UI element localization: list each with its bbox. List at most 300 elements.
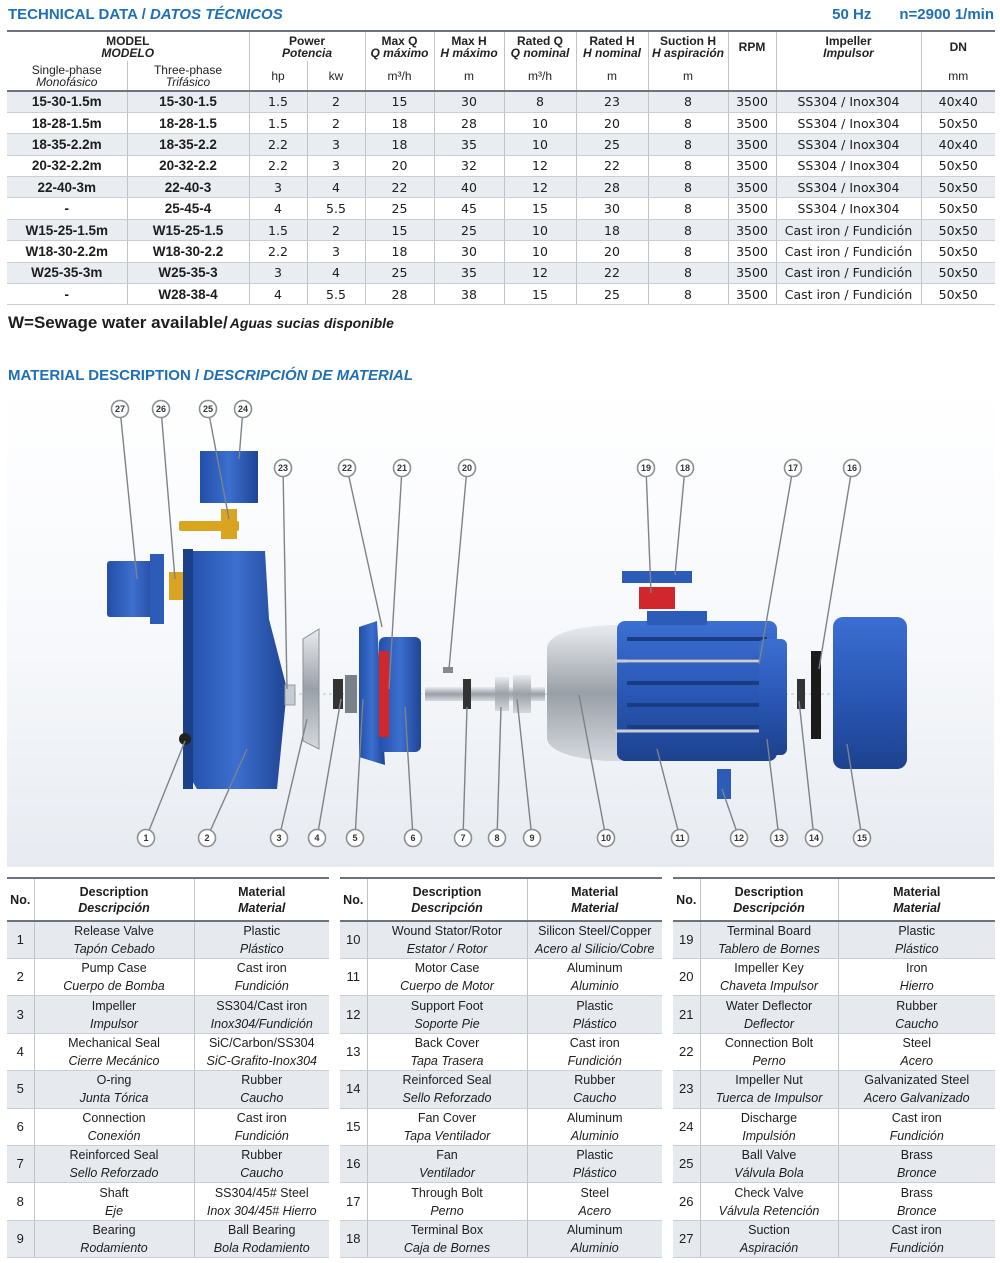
model-cell: 15-30-1.5 — [127, 91, 249, 112]
part-description: Impeller Nut Tuerca de Impulsor — [700, 1071, 838, 1108]
table-cell: 2 — [307, 91, 365, 112]
material-row — [673, 921, 995, 959]
material-row — [7, 1183, 329, 1220]
callout-number: 22 — [341, 463, 353, 473]
table-cell: 3 — [249, 262, 307, 283]
single-phase-header: Single-phase Monofásico — [31, 62, 102, 89]
model-cell: W15-25-1.5 — [127, 219, 249, 240]
callout-number: 15 — [856, 833, 868, 843]
callout-leader-line — [799, 701, 814, 838]
part-description: Suction Aspiración — [700, 1220, 838, 1257]
table-cell: 50x50 — [921, 177, 995, 198]
part-description: Support Foot Soporte Pie — [367, 996, 527, 1033]
part-description: Release Valve Tapón Cebado — [34, 921, 194, 959]
callout-number: 5 — [352, 833, 358, 843]
callout-leader-line — [146, 741, 185, 838]
table-cell: 8 — [648, 241, 728, 262]
material-row — [340, 996, 662, 1033]
dn-header: DN — [921, 31, 995, 61]
table-cell: 25 — [576, 284, 648, 305]
callout-3 — [271, 719, 308, 847]
callout-leader-line — [657, 749, 680, 838]
table-cell: 8 — [648, 198, 728, 219]
callout-leader-line — [279, 719, 307, 838]
callout-20 — [449, 460, 476, 670]
table-cell: 50x50 — [921, 155, 995, 176]
part-description: Through Bolt Perno — [367, 1183, 527, 1220]
callout-number: 8 — [494, 833, 500, 843]
table-cell: 3500 — [728, 112, 776, 133]
table-cell: 2.2 — [249, 241, 307, 262]
part-number: 4 — [7, 1033, 34, 1070]
description-header: Description Descripción — [34, 878, 194, 921]
table-cell: 3500 — [728, 91, 776, 112]
table-cell: 1.5 — [249, 219, 307, 240]
impeller-unit — [776, 61, 921, 91]
dn-unit: mm — [921, 61, 995, 91]
table-row — [7, 134, 995, 155]
part-number: 2 — [7, 959, 34, 996]
table-cell: 12 — [504, 262, 576, 283]
callout-leader-line — [819, 468, 852, 669]
table-cell: Cast iron / Fundición — [776, 262, 921, 283]
table-cell: 22 — [576, 262, 648, 283]
callout-27 — [112, 401, 138, 580]
callout-6 — [405, 707, 422, 847]
callout-22 — [339, 460, 383, 628]
table-cell: 12 — [504, 155, 576, 176]
material-row — [7, 1220, 329, 1257]
model-cell: 18-35-2.2m — [7, 134, 127, 155]
callout-leader-line — [497, 707, 501, 838]
part-material: Rubber Caucho — [194, 1071, 329, 1108]
material-row — [340, 1033, 662, 1070]
part-number: 16 — [340, 1145, 367, 1182]
ratedh-header: Rated H H nominal — [576, 31, 648, 61]
callout-number: 11 — [675, 833, 685, 843]
material-row — [673, 1220, 995, 1257]
model-cell: 25-45-4 — [127, 198, 249, 219]
table-cell: 8 — [648, 134, 728, 155]
table-cell: 30 — [434, 241, 504, 262]
callout-leader-line — [767, 739, 779, 838]
table-cell: 4 — [307, 177, 365, 198]
part-description: Wound Stator/Rotor Estator / Rotor — [367, 921, 527, 959]
part-number: 21 — [673, 996, 700, 1033]
material-row — [340, 1220, 662, 1257]
table-cell: SS304 / Inox304 — [776, 198, 921, 219]
table-cell: 3500 — [728, 198, 776, 219]
table-row — [7, 112, 995, 133]
callout-leader-line — [207, 749, 247, 838]
part-number: 6 — [7, 1108, 34, 1145]
maxq-unit: m³/h — [365, 61, 434, 91]
table-row — [7, 284, 995, 305]
part-description: Ball Valve Válvula Bola — [700, 1145, 838, 1182]
model-cell: 20-32-2.2 — [127, 155, 249, 176]
callout-leader-line — [847, 744, 862, 838]
table-cell: SS304 / Inox304 — [776, 112, 921, 133]
callout-1 — [138, 741, 186, 847]
table-cell: 10 — [504, 134, 576, 155]
callout-number: 24 — [237, 404, 249, 414]
part-material: Cast iron Fundición — [838, 1220, 995, 1257]
sewage-note: W=Sewage water available/ Aguas sucias disponible — [8, 313, 394, 332]
part-number: 8 — [7, 1183, 34, 1220]
no-header: No. — [7, 878, 34, 921]
part-description: O-ring Junta Tórica — [34, 1071, 194, 1108]
table-cell: 3 — [249, 177, 307, 198]
table-cell: 8 — [648, 112, 728, 133]
callout-7 — [455, 707, 472, 847]
callout-leader-line — [283, 468, 287, 689]
table-cell: 3500 — [728, 177, 776, 198]
table-cell: 20 — [576, 112, 648, 133]
part-number: 10 — [340, 921, 367, 959]
model-cell: 18-28-1.5m — [7, 112, 127, 133]
ratedq-header: Rated Q Q nominal — [504, 31, 576, 61]
callout-17 — [759, 460, 802, 665]
table-cell: Cast iron / Fundición — [776, 219, 921, 240]
part-material: Cast iron Fundición — [194, 959, 329, 996]
technical-data-table — [7, 30, 995, 305]
table-cell: 3 — [307, 155, 365, 176]
table-cell: 30 — [434, 91, 504, 112]
callout-5 — [347, 699, 364, 847]
table-cell: 8 — [648, 284, 728, 305]
material-row — [673, 959, 995, 996]
table-cell: 4 — [307, 262, 365, 283]
table-cell: 3500 — [728, 241, 776, 262]
material-table-3 — [673, 877, 995, 1258]
part-description: Discharge Impulsión — [700, 1108, 838, 1145]
table-cell: 23 — [576, 91, 648, 112]
callout-leader-line — [675, 468, 685, 575]
table-cell: 8 — [648, 177, 728, 198]
table-cell: 50x50 — [921, 262, 995, 283]
frequency-label: 50 Hz — [832, 6, 872, 23]
no-header: No. — [340, 878, 367, 921]
model-cell: W25-35-3 — [127, 262, 249, 283]
callout-number: 7 — [460, 833, 466, 843]
table-cell: 10 — [504, 112, 576, 133]
ratedh-unit: m — [576, 61, 648, 91]
part-material: Cast iron Fundición — [194, 1108, 329, 1145]
part-material: Galvanizated Steel Acero Galvanizado — [838, 1071, 995, 1108]
table-cell: 10 — [504, 219, 576, 240]
table-cell: Cast iron / Fundición — [776, 284, 921, 305]
table-cell: 40x40 — [921, 91, 995, 112]
table-cell: 20 — [365, 155, 434, 176]
callout-leader-line — [579, 695, 606, 838]
callout-23 — [275, 460, 292, 690]
part-material: SiC/Carbon/SS304 SiC-Grafito-Inox304 — [194, 1033, 329, 1070]
table-cell: 10 — [504, 241, 576, 262]
material-header: Material Material — [838, 878, 995, 921]
part-number: 3 — [7, 996, 34, 1033]
material-header: Material Material — [527, 878, 662, 921]
part-number: 7 — [7, 1145, 34, 1182]
table-cell: 50x50 — [921, 112, 995, 133]
table-cell: 2 — [307, 112, 365, 133]
part-description: Impeller Impulsor — [34, 996, 194, 1033]
table-cell: 15 — [365, 219, 434, 240]
model-cell: W15-25-1.5m — [7, 219, 127, 240]
part-description: Reinforced Seal Sello Reforzado — [34, 1145, 194, 1182]
table-cell: 2.2 — [249, 155, 307, 176]
table-cell: 2 — [307, 219, 365, 240]
callout-number: 3 — [276, 833, 282, 843]
frequency-speed — [832, 6, 994, 23]
callout-10 — [579, 695, 615, 847]
model-cell: 20-32-2.2m — [7, 155, 127, 176]
callout-leader-line — [449, 468, 467, 669]
maxh-unit: m — [434, 61, 504, 91]
callout-number: 27 — [114, 404, 126, 414]
table-cell: 5.5 — [307, 284, 365, 305]
part-description: Water Deflector Deflector — [700, 996, 838, 1033]
callout-number: 26 — [155, 404, 167, 414]
part-material: Iron Hierro — [838, 959, 995, 996]
table-cell: 38 — [434, 284, 504, 305]
callout-layer — [7, 389, 994, 867]
part-number: 13 — [340, 1033, 367, 1070]
callout-number: 14 — [808, 833, 820, 843]
callout-leader-line — [517, 699, 532, 838]
part-material: Cast iron Fundición — [838, 1108, 995, 1145]
table-cell: 15 — [504, 284, 576, 305]
description-header: Description Descripción — [367, 878, 527, 921]
model-cell: - — [7, 284, 127, 305]
part-number: 26 — [673, 1183, 700, 1220]
material-header: Material Material — [194, 878, 329, 921]
material-row — [673, 1071, 995, 1108]
callout-leader-line — [120, 409, 137, 579]
table-row — [7, 91, 995, 112]
callout-leader-line — [208, 409, 229, 519]
table-row — [7, 177, 995, 198]
material-row — [7, 1033, 329, 1070]
part-number: 14 — [340, 1071, 367, 1108]
callout-16 — [819, 460, 861, 670]
table-cell: 8 — [648, 155, 728, 176]
callout-number: 20 — [461, 463, 473, 473]
table-cell: 1.5 — [249, 112, 307, 133]
callout-number: 2 — [204, 833, 210, 843]
part-description: Fan Ventilador — [367, 1145, 527, 1182]
part-material: Plastic Plástico — [194, 921, 329, 959]
material-row — [340, 1183, 662, 1220]
table-row — [7, 262, 995, 283]
table-cell: 18 — [365, 112, 434, 133]
part-material: Cast iron Fundición — [527, 1033, 662, 1070]
callout-number: 23 — [277, 463, 289, 473]
table-cell: 15 — [365, 91, 434, 112]
part-number: 19 — [673, 921, 700, 959]
table-cell: 25 — [434, 219, 504, 240]
part-material: SS304/45# Steel Inox 304/45# Hierro — [194, 1183, 329, 1220]
table-cell: SS304 / Inox304 — [776, 91, 921, 112]
table-cell: 25 — [365, 262, 434, 283]
part-material: Plastic Plástico — [838, 921, 995, 959]
no-header: No. — [673, 878, 700, 921]
table-cell: 35 — [434, 262, 504, 283]
callout-number: 18 — [679, 463, 691, 473]
suction-header: Suction H H aspiración — [648, 31, 728, 61]
table-cell: 40x40 — [921, 134, 995, 155]
table-cell: 50x50 — [921, 241, 995, 262]
part-description: Shaft Eje — [34, 1183, 194, 1220]
material-row — [7, 1145, 329, 1182]
table-cell: 30 — [576, 198, 648, 219]
table-cell: 8 — [648, 262, 728, 283]
table-cell: 4 — [249, 198, 307, 219]
callout-leader-line — [463, 707, 467, 838]
part-number: 22 — [673, 1033, 700, 1070]
callout-number: 19 — [640, 463, 652, 473]
material-row — [673, 1183, 995, 1220]
model-header: MODEL MODELO — [7, 31, 249, 61]
callout-number: 12 — [733, 833, 745, 843]
table-cell: 28 — [434, 112, 504, 133]
material-row — [340, 1071, 662, 1108]
callout-leader-line — [347, 468, 382, 627]
part-number: 5 — [7, 1071, 34, 1108]
impeller-header: Impeller Impulsor — [776, 31, 921, 61]
table-cell: 1.5 — [249, 91, 307, 112]
material-row — [340, 959, 662, 996]
part-material: Steel Acero — [527, 1183, 662, 1220]
description-header: Description Descripción — [700, 878, 838, 921]
part-description: Connection Conexión — [34, 1108, 194, 1145]
callout-18 — [675, 460, 694, 576]
table-cell: 35 — [434, 134, 504, 155]
part-material: Rubber Caucho — [194, 1145, 329, 1182]
table-cell: 8 — [648, 91, 728, 112]
callout-leader-line — [405, 707, 413, 838]
callout-21 — [389, 460, 411, 690]
table-cell: SS304 / Inox304 — [776, 177, 921, 198]
material-row — [673, 1033, 995, 1070]
callout-number: 13 — [773, 833, 785, 843]
part-number: 1 — [7, 921, 34, 959]
material-table-2 — [340, 877, 662, 1258]
model-cell: 15-30-1.5m — [7, 91, 127, 112]
part-material: Aluminum Aluminio — [527, 1108, 662, 1145]
material-row — [673, 996, 995, 1033]
model-cell: 22-40-3 — [127, 177, 249, 198]
maxq-header: Max Q Q máximo — [365, 31, 434, 61]
callout-leader-line — [646, 468, 651, 593]
material-description-title: MATERIAL DESCRIPTION / DESCRIPCIÓN DE MATERIAL — [8, 367, 414, 384]
table-cell: 3500 — [728, 219, 776, 240]
part-number: 11 — [340, 959, 367, 996]
callout-leader-line — [317, 699, 341, 838]
material-row — [7, 996, 329, 1033]
part-number: 24 — [673, 1108, 700, 1145]
part-number: 9 — [7, 1220, 34, 1257]
callout-leader-line — [759, 468, 793, 664]
part-description: Impeller Key Chaveta Impulsor — [700, 959, 838, 996]
part-material: Rubber Caucho — [527, 1071, 662, 1108]
table-cell: 18 — [365, 241, 434, 262]
table-cell: 22 — [365, 177, 434, 198]
table-cell: 8 — [648, 219, 728, 240]
material-row — [7, 1071, 329, 1108]
model-cell: W25-35-3m — [7, 262, 127, 283]
callout-number: 21 — [396, 463, 408, 473]
part-material: Plastic Plástico — [527, 1145, 662, 1182]
part-description: Fan Cover Tapa Ventilador — [367, 1108, 527, 1145]
part-material: Brass Bronce — [838, 1145, 995, 1182]
material-row — [673, 1145, 995, 1182]
table-cell: 3500 — [728, 284, 776, 305]
part-description: Connection Bolt Perno — [700, 1033, 838, 1070]
part-material: Brass Bronce — [838, 1183, 995, 1220]
callout-number: 4 — [314, 833, 320, 843]
callout-8 — [489, 707, 506, 847]
three-phase-header: Three-phase Trifásico — [127, 61, 249, 91]
part-description: Terminal Box Caja de Bornes — [367, 1220, 527, 1257]
part-number: 23 — [673, 1071, 700, 1108]
technical-data-title: TECHNICAL DATA / DATOS TÉCNICOS — [8, 6, 283, 23]
callout-13 — [767, 739, 788, 847]
model-cell: 18-35-2.2 — [127, 134, 249, 155]
part-number: 18 — [340, 1220, 367, 1257]
table-cell: 25 — [365, 198, 434, 219]
callout-leader-line — [355, 699, 363, 838]
table-row — [7, 241, 995, 262]
table-cell: 8 — [504, 91, 576, 112]
table-cell: SS304 / Inox304 — [776, 134, 921, 155]
table-cell: 3500 — [728, 155, 776, 176]
model-cell: W28-38-4 — [127, 284, 249, 305]
table-cell: 40 — [434, 177, 504, 198]
callout-14 — [799, 701, 823, 847]
table-cell: 20 — [576, 241, 648, 262]
material-row — [7, 1108, 329, 1145]
model-cell: W18-30-2.2 — [127, 241, 249, 262]
maxh-header: Max H H máximo — [434, 31, 504, 61]
table-row — [7, 198, 995, 219]
model-cell: W18-30-2.2m — [7, 241, 127, 262]
part-material: Aluminum Aluminio — [527, 1220, 662, 1257]
callout-number: 6 — [410, 833, 416, 843]
table-cell: 18 — [576, 219, 648, 240]
callout-number: 10 — [600, 833, 612, 843]
callout-number: 25 — [202, 404, 214, 414]
speed-label: n=2900 1/min — [899, 6, 994, 23]
table-cell: 3500 — [728, 262, 776, 283]
part-material: Steel Acero — [838, 1033, 995, 1070]
callout-leader-line — [161, 409, 175, 579]
exploded-pump-diagram — [7, 389, 994, 867]
power-header: Power Potencia — [249, 31, 365, 61]
table-cell: Cast iron / Fundición — [776, 241, 921, 262]
callout-24 — [235, 401, 252, 460]
part-material: Ball Bearing Bola Rodamiento — [194, 1220, 329, 1257]
model-cell: - — [7, 198, 127, 219]
callout-number: 17 — [787, 463, 799, 473]
table-row — [7, 219, 995, 240]
model-cell: 18-28-1.5 — [127, 112, 249, 133]
part-description: Motor Case Cuerpo de Motor — [367, 959, 527, 996]
callout-12 — [722, 789, 748, 847]
table-cell: 28 — [576, 177, 648, 198]
model-cell: 22-40-3m — [7, 177, 127, 198]
callout-4 — [309, 699, 342, 847]
ratedq-unit: m³/h — [504, 61, 576, 91]
